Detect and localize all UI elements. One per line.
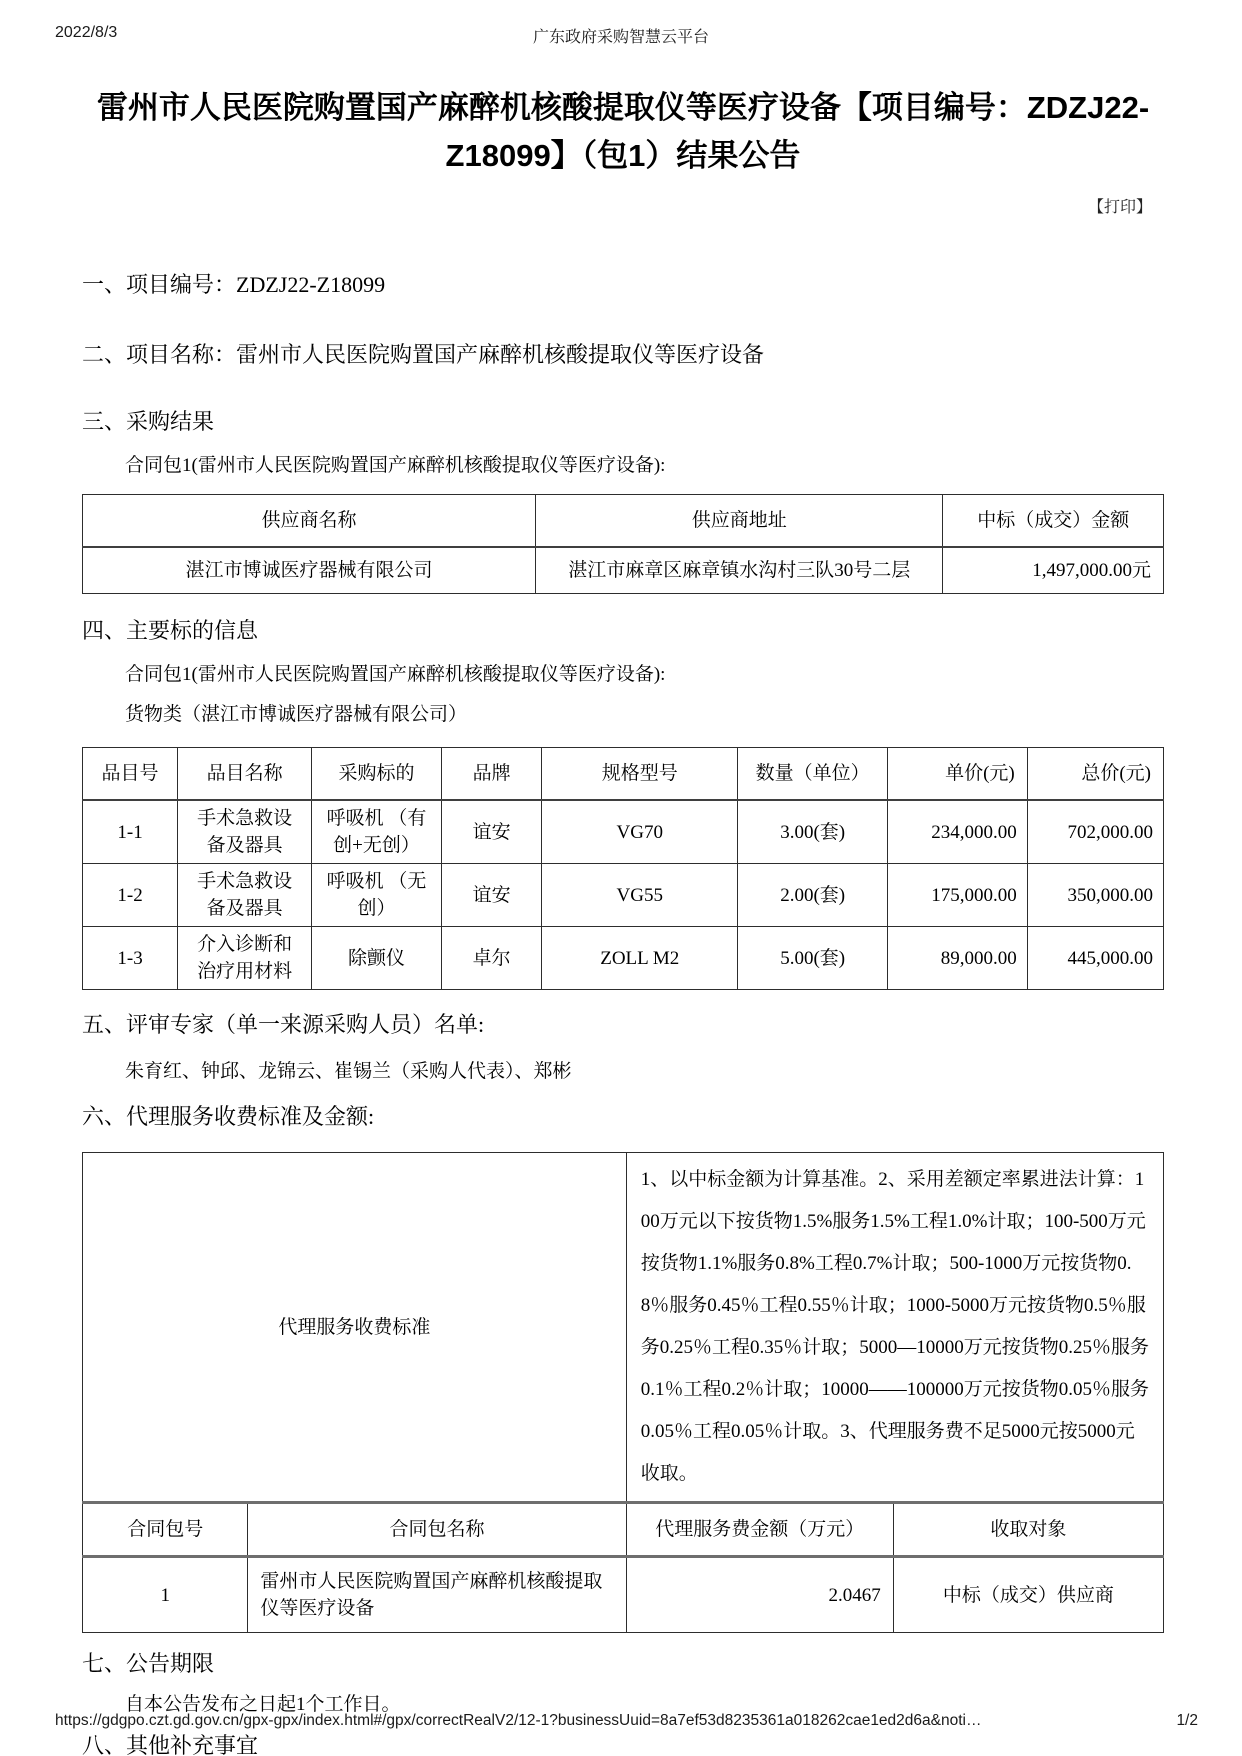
quantity-cell: 2.00(套) (738, 864, 888, 927)
model-cell: ZOLL M2 (542, 927, 738, 990)
package-name-cell: 雷州市人民医院购置国产麻醉机核酸提取仪等医疗设备 (248, 1557, 626, 1633)
package-no-cell: 1 (83, 1557, 248, 1633)
section-4-intro-1: 合同包1(雷州市人民医院购置国产麻醉机核酸提取仪等医疗设备): (125, 664, 666, 685)
unit-price-cell: 89,000.00 (888, 927, 1027, 990)
quantity-cell: 5.00(套) (738, 927, 888, 990)
package-no-header: 合同包号 (83, 1503, 248, 1557)
agency-fee-header: 代理服务费金额（万元） (626, 1503, 893, 1557)
fee-standard-label: 代理服务收费标准 (83, 1153, 627, 1503)
brand-cell: 谊安 (441, 864, 542, 927)
supplier-table-header-row (83, 495, 1164, 548)
page-title: 雷州市人民医院购置国产麻醉机核酸提取仪等医疗设备【项目编号：ZDZJ22-Z18099】（包1）结果公告 (96, 90, 1150, 173)
items-table-row (83, 864, 1164, 927)
item-name-header: 品目名称 (178, 748, 312, 801)
item-no-cell: 1-1 (83, 800, 178, 864)
model-header: 规格型号 (542, 748, 738, 801)
supplier-table-row (83, 547, 1164, 594)
section-7-body: 自本公告发布之日起1个工作日。 (125, 1694, 401, 1715)
total-price-header: 总价(元) (1027, 748, 1163, 801)
quantity-cell: 3.00(套) (738, 800, 888, 864)
brand-cell: 谊安 (441, 800, 542, 864)
unit-price-header: 单价(元) (888, 748, 1027, 801)
supplier-address-header: 供应商地址 (535, 495, 943, 548)
fee-standard-text: 1、以中标金额为计算基准。2、采用差额定率累进法计算：100万元以下按货物1.5%服务1.5%工程1.0%计取；100-500万元按货物1.1%服务0.8%工程0.7%计取；500-1000万元按货物0.8％服务0.45％工程0.55％计取；1000-5000万元按货物0.5％服务0.25％工程0.35％计取；5000—10000万元按货物0.25％服务0.1％工程0.2％计取；10000——100000万元按货物0.05％服务0.05％工程0.05％计取。3、代理服务费不足5000元按5000元收取。 (626, 1153, 1163, 1503)
fee-standard-row (83, 1153, 1164, 1503)
print-header (55, 24, 1187, 46)
agency-fee-cell: 2.0467 (626, 1557, 893, 1633)
procurement-subject-cell: 呼吸机 （无创） (312, 864, 442, 927)
fee-table-header-row (83, 1503, 1164, 1557)
items-table-row (83, 800, 1164, 864)
unit-price-cell: 234,000.00 (888, 800, 1027, 864)
section-4-heading: 四、主要标的信息 (82, 618, 259, 643)
item-no-header: 品目号 (83, 748, 178, 801)
procurement-subject-header: 采购标的 (312, 748, 442, 801)
print-date: 2022/8/3 (55, 24, 118, 41)
fee-payer-header: 收取对象 (893, 1503, 1163, 1557)
procurement-subject-cell: 除颤仪 (312, 927, 442, 990)
brand-cell: 卓尔 (441, 927, 542, 990)
fee-table (82, 1152, 1164, 1633)
section-2-heading: 二、项目名称：雷州市人民医院购置国产麻醉机核酸提取仪等医疗设备 (82, 342, 765, 367)
total-price-cell: 350,000.00 (1027, 864, 1163, 927)
model-cell: VG55 (542, 864, 738, 927)
expert-names: 朱育红、钟邱、龙锦云、崔锡兰（采购人代表）、郑彬 (125, 1061, 572, 1082)
fee-payer-cell: 中标（成交）供应商 (893, 1557, 1163, 1633)
items-table-header-row (83, 748, 1164, 801)
item-name-cell: 手术急救设备及器具 (178, 800, 312, 864)
footer-url: https://gdgpo.czt.gd.gov.cn/gpx-gpx/index.html#/gpx/correctRealV2/12-1?businessUuid=8a7ef53d8235361a018262cae1ed2d6a&noti… (55, 1712, 982, 1729)
items-table-row (83, 927, 1164, 990)
item-no-cell: 1-2 (83, 864, 178, 927)
brand-header: 品牌 (441, 748, 542, 801)
item-name-cell: 手术急救设备及器具 (178, 864, 312, 927)
section-1-heading: 一、项目编号：ZDZJ22-Z18099 (82, 272, 386, 297)
section-3-heading: 三、采购结果 (82, 409, 215, 434)
site-name: 广东政府采购智慧云平台 (532, 29, 709, 46)
print-button-row (82, 194, 1164, 216)
procurement-subject-cell: 呼吸机 （有创+无创） (312, 800, 442, 864)
supplier-name-header: 供应商名称 (83, 495, 536, 548)
fee-table-row (83, 1557, 1164, 1633)
package-name-header: 合同包名称 (248, 1503, 626, 1557)
model-cell: VG70 (542, 800, 738, 864)
total-price-cell: 702,000.00 (1027, 800, 1163, 864)
supplier-name-cell: 湛江市博诚医疗器械有限公司 (83, 547, 536, 594)
award-amount-cell: 1,497,000.00元 (943, 547, 1164, 594)
section-5-heading: 五、评审专家（单一来源采购人员）名单: (82, 1012, 485, 1037)
section-3-intro: 合同包1(雷州市人民医院购置国产麻醉机核酸提取仪等医疗设备): (125, 455, 666, 476)
items-table (82, 747, 1164, 990)
quantity-header: 数量（单位） (738, 748, 888, 801)
section-4-intro-2: 货物类（湛江市博诚医疗器械有限公司） (125, 704, 468, 725)
section-7-heading: 七、公告期限 (82, 1651, 215, 1676)
print-button[interactable]: 【打印】 (1087, 199, 1152, 216)
supplier-address-cell: 湛江市麻章区麻章镇水沟村三队30号二层 (535, 547, 943, 594)
unit-price-cell: 175,000.00 (888, 864, 1027, 927)
section-6-heading: 六、代理服务收费标准及金额: (82, 1104, 375, 1129)
award-amount-header: 中标（成交）金额 (943, 495, 1164, 548)
item-no-cell: 1-3 (83, 927, 178, 990)
item-name-cell: 介入诊断和治疗用材料 (178, 927, 312, 990)
print-footer (55, 1712, 1198, 1730)
supplier-table (82, 494, 1164, 594)
total-price-cell: 445,000.00 (1027, 927, 1163, 990)
page-number: 1/2 (1176, 1712, 1198, 1729)
section-8-heading: 八、其他补充事宜 (82, 1733, 259, 1756)
